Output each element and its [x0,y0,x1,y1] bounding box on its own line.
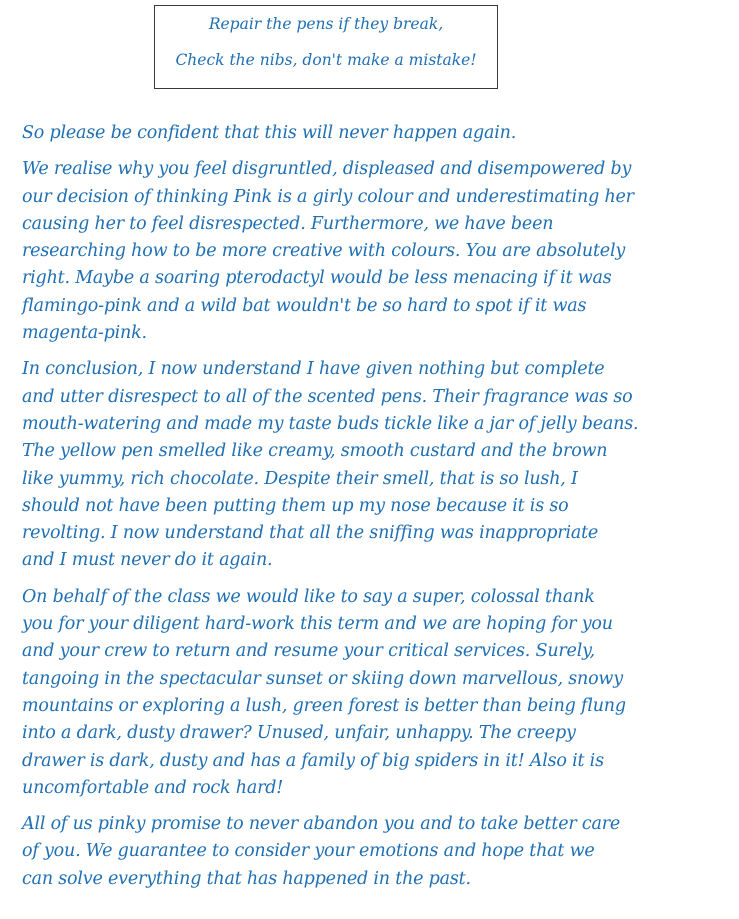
text-line: mouth-watering and made my taste buds tickle like a jar of jelly beans. [22,413,639,434]
text-line: All of us pinky promise to never abandon you and to take better care [22,814,621,835]
text-line: tangoing in the spectacular sunset or skiing down marvellous, snowy [22,668,623,689]
text-line: and utter disrespect to all of the scented pens. Their fragrance was so [22,386,633,407]
letter-body [22,120,698,902]
text-line: right. Maybe a soaring pterodactyl would be less menacing if it was [22,268,612,289]
text-line: should not have been putting them up my nose because it is so [22,495,569,516]
text-line: revolting. I now understand that all the sniffing was inappropriate [22,523,599,544]
paragraph-conclusion [22,356,698,574]
text-line: magenta-pink. [22,323,147,344]
text-line: and your crew to return and resume your critical services. Surely, [22,641,595,662]
text-line: into a dark, dusty drawer? Unused, unfair, unhappy. The creepy [22,723,576,744]
paragraph-promise [22,811,698,893]
text-line: uncomfortable and rock hard! [22,777,284,798]
text-line: of you. We guarantee to consider your emotions and hope that we [22,841,595,862]
poem-line-1: Repair the pens if they break, [208,15,444,33]
text-line: can solve everything that has happened in the past. [22,868,471,889]
text-line: On behalf of the class we would like to say a super, colossal thank [22,586,595,607]
text-line: like yummy, rich chocolate. Despite their smell, that is so lush, I [22,468,578,489]
poem-box [154,5,498,89]
poem-line-2: Check the nibs, don't make a mistake! [175,51,477,69]
text-line: researching how to be more creative with colours. You are absolutely [22,241,626,262]
paragraph-confidence [22,120,698,147]
text-line: and I must never do it again. [22,550,273,571]
text-line: flamingo-pink and a wild bat wouldn't be so hard to spot if it was [22,295,587,316]
paragraph-thanks [22,584,698,802]
text-line: drawer is dark, dusty and has a family of big spiders in it! Also it is [22,750,604,771]
text-line: So please be confident that this will never happen again. [22,123,517,143]
text-line: our decision of thinking Pink is a girly colour and underestimating her [22,186,634,207]
paragraph-pink [22,156,698,347]
text-line: mountains or exploring a lush, green forest is better than being flung [22,695,626,716]
text-line: causing her to feel disrespected. Furthermore, we have been [22,213,554,234]
text-line: you for your diligent hard-work this term and we are hoping for you [22,614,613,635]
text-line: In conclusion, I now understand I have given nothing but complete [22,359,605,380]
text-line: The yellow pen smelled like creamy, smooth custard and the brown [22,441,608,462]
text-line: We realise why you feel disgruntled, displeased and disempowered by [22,159,632,180]
